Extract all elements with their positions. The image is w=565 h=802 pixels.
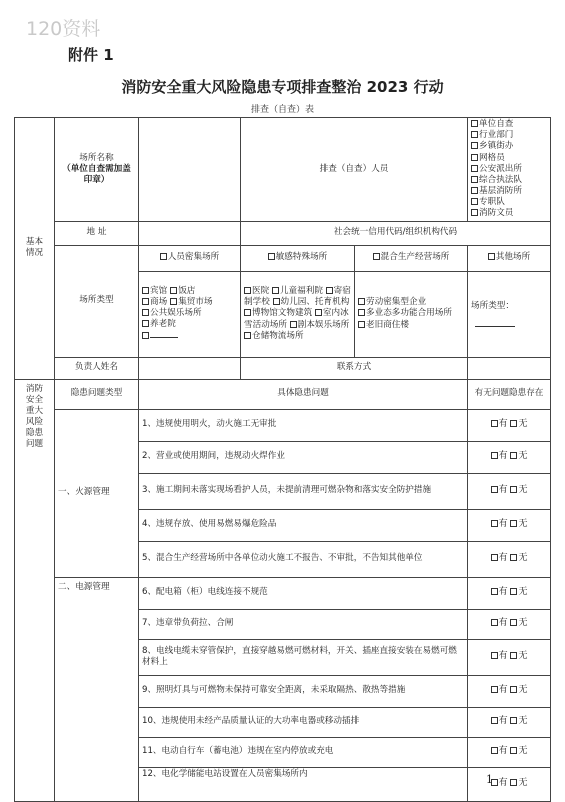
category-item: 养老院 (150, 319, 176, 330)
checkbox[interactable] (142, 320, 149, 327)
contact-label: 联系方式 (241, 357, 468, 379)
status-choice: 有 无 (468, 767, 551, 801)
venue-name-note: （单位自查需加盖印章） (62, 163, 131, 185)
checkbox[interactable] (358, 321, 365, 328)
inspection-table (14, 117, 551, 802)
checkbox[interactable] (488, 253, 495, 260)
status-choice: 有 无 (468, 441, 551, 473)
other-blank[interactable] (150, 330, 178, 338)
inspector-option: 行业部门 (479, 130, 514, 141)
venue-name-input[interactable] (139, 118, 241, 222)
checkbox[interactable] (491, 652, 498, 659)
group-name-power: 二、电源管理 (55, 577, 139, 801)
checkbox[interactable] (373, 253, 380, 260)
other-type-cell (468, 271, 551, 357)
issue-text: 5、混合生产经营场所中各单位动火施工不报告、不审批，不告知其他单位 (139, 541, 468, 577)
issue-text: 12、电化学储能电站设置在人员密集场所内 (139, 767, 468, 801)
category-label: 人员密集场所 (167, 252, 220, 263)
status-choice: 有 无 (468, 707, 551, 737)
person-label: 负责人姓名 (55, 357, 139, 379)
checkbox[interactable] (290, 321, 297, 328)
category-item: 儿童福利院 (279, 286, 323, 297)
checkbox[interactable] (142, 287, 149, 294)
page-number: 1 (486, 773, 493, 786)
inspector-option: 网格员 (479, 152, 505, 163)
hazard-section-label: 消防安全重大风险隐患问题 (15, 379, 55, 801)
checkbox[interactable] (510, 717, 517, 724)
checkbox[interactable] (273, 298, 280, 305)
status-choice: 有 无 (468, 639, 551, 675)
checkbox[interactable] (510, 520, 517, 527)
checkbox[interactable] (510, 452, 517, 459)
category-header (139, 245, 241, 271)
watermark: 120资料 (26, 18, 101, 40)
issue-text: 7、违章带负荷拉、合闸 (139, 609, 468, 639)
checkbox[interactable] (510, 420, 517, 427)
category-item: 剧本娱乐场所 (297, 319, 350, 330)
inspector-option: 基层消防所 (479, 186, 522, 197)
group-name-fire: 一、火源管理 (55, 409, 139, 577)
checkbox[interactable] (471, 187, 478, 194)
checkbox[interactable] (491, 717, 498, 724)
checkbox[interactable] (491, 619, 498, 626)
attachment-label: 附件 1 (68, 46, 114, 64)
inspector-option: 公安派出所 (479, 163, 522, 174)
issue-text: 10、违规使用未经产品质量认证的大功率电器或移动插排 (139, 707, 468, 737)
category-item: 博物馆文物建筑 (252, 308, 313, 319)
type-header: 隐患问题类型 (55, 379, 139, 409)
checkbox[interactable] (268, 253, 275, 260)
checkbox[interactable] (244, 309, 251, 316)
checkbox[interactable] (510, 779, 517, 786)
category-item: 幼儿园、托育机构 (280, 297, 350, 308)
category-item: 寄宿制学校 (244, 286, 351, 308)
inspector-option: 专职队 (479, 197, 505, 208)
other-type-input[interactable] (475, 312, 515, 327)
checkbox[interactable] (142, 332, 149, 339)
checkbox[interactable] (491, 588, 498, 595)
page-title: 消防安全重大风险隐患专项排查整治 2023 行动 (121, 78, 444, 96)
checkbox[interactable] (326, 287, 333, 294)
checkbox[interactable] (160, 253, 167, 260)
checkbox[interactable] (510, 619, 517, 626)
category-item: 公共娱乐场所 (150, 307, 202, 318)
address-input[interactable] (139, 221, 241, 245)
status-choice: 有 无 (468, 509, 551, 541)
checkbox[interactable] (272, 287, 279, 294)
address-label: 地 址 (55, 221, 139, 245)
category-item: 劳动密集型企业 (366, 297, 427, 308)
status-choice: 有 无 (468, 541, 551, 577)
other-type-label: 场所类型： (471, 300, 514, 311)
checkbox[interactable] (510, 554, 517, 561)
venue-name-label-cell (55, 118, 139, 222)
inspector-option: 消防文员 (479, 208, 514, 219)
inspector-options (468, 118, 551, 222)
checkbox[interactable] (510, 588, 517, 595)
checkbox[interactable] (491, 747, 498, 754)
checkbox[interactable] (491, 554, 498, 561)
category-items (355, 271, 468, 357)
issue-text: 4、违规存放、使用易燃易爆危险品 (139, 509, 468, 541)
category-header (241, 245, 355, 271)
category-items (241, 271, 355, 357)
page-subtitle: 排查（自查）表 (250, 105, 314, 115)
checkbox[interactable] (244, 332, 251, 339)
category-item: 集贸市场 (178, 296, 213, 307)
basic-section-label: 基本情况 (15, 118, 55, 380)
category-item: 商场 (150, 296, 168, 307)
issue-text: 6、配电箱（柜）电线连接不规范 (139, 577, 468, 609)
checkbox[interactable] (471, 198, 478, 205)
credit-code-label: 社会统一信用代码/组织机构代码 (241, 221, 551, 245)
checkbox[interactable] (491, 686, 498, 693)
status-choice: 有 无 (468, 737, 551, 767)
inspection-form (14, 117, 550, 789)
checkbox[interactable] (471, 209, 478, 216)
status-choice: 有 无 (468, 473, 551, 509)
category-item: 饭店 (178, 285, 196, 296)
person-input[interactable] (139, 357, 241, 379)
issue-text: 8、电线电缆未穿管保护，直接穿越易燃可燃材料，开关、插座直接安装在易燃可燃材料上 (139, 639, 468, 675)
inspector-option: 单位自查 (479, 119, 514, 129)
venue-type-label: 场所类型 (55, 245, 139, 357)
checkbox[interactable] (471, 154, 478, 161)
issue-text: 11、电动自行车（蓄电池）违规在室内停放或充电 (139, 737, 468, 767)
category-header (355, 245, 468, 271)
checkbox[interactable] (358, 298, 365, 305)
checkbox[interactable] (170, 287, 177, 294)
category-item: 宾馆 (150, 285, 168, 296)
checkbox[interactable] (358, 309, 365, 316)
contact-input[interactable] (468, 357, 551, 379)
category-label: 其他场所 (495, 252, 531, 263)
issue-text: 1、违规使用明火，动火施工无审批 (139, 409, 468, 441)
category-header (468, 245, 551, 271)
issue-text: 2、营业或使用期间，违规动火焊作业 (139, 441, 468, 473)
category-label: 敏感特殊场所 (275, 252, 328, 263)
category-item: 多业态多功能合用场所 (366, 308, 452, 319)
checkbox[interactable] (471, 120, 478, 127)
checkbox[interactable] (471, 176, 478, 183)
status-choice: 有 无 (468, 609, 551, 639)
category-items (139, 271, 241, 357)
checkbox[interactable] (471, 165, 478, 172)
inspector-option: 综合执法队 (479, 174, 522, 185)
category-item: 室内冰雪活动场所 (244, 308, 349, 330)
checkbox[interactable] (491, 486, 498, 493)
category-label: 混合生产经营场所 (380, 252, 450, 263)
issue-header: 具体隐患问题 (139, 379, 468, 409)
checkbox[interactable] (142, 298, 149, 305)
checkbox[interactable] (510, 747, 517, 754)
checkbox[interactable] (471, 131, 478, 138)
checkbox[interactable] (491, 452, 498, 459)
issue-text: 9、照明灯具与可燃物未保持可靠安全距离，未采取隔热、散热等措施 (139, 675, 468, 707)
status-choice: 有 无 (468, 675, 551, 707)
category-item: 老旧商住楼 (366, 319, 409, 330)
inspector-label: 排查（自查）人员 (241, 118, 468, 222)
checkbox[interactable] (142, 309, 149, 316)
venue-name-label: 场所名称 (79, 152, 114, 163)
category-item: 仓储物流场所 (252, 330, 304, 341)
checkbox[interactable] (170, 298, 177, 305)
checkbox[interactable] (491, 520, 498, 527)
checkbox[interactable] (471, 142, 478, 149)
category-item: 医院 (252, 286, 270, 297)
status-header: 有无问题隐患存在 (468, 379, 551, 409)
inspector-option: 乡镇街办 (479, 141, 514, 152)
checkbox[interactable] (315, 309, 322, 316)
checkbox[interactable] (510, 652, 517, 659)
status-choice: 有 无 (468, 577, 551, 609)
checkbox[interactable] (510, 686, 517, 693)
issue-text: 3、施工期间未落实现场看护人员，未提前清理可燃杂物和落实安全防护措施 (139, 473, 468, 509)
checkbox[interactable] (244, 287, 251, 294)
checkbox[interactable] (510, 486, 517, 493)
checkbox[interactable] (491, 420, 498, 427)
status-choice: 有 无 (468, 409, 551, 441)
